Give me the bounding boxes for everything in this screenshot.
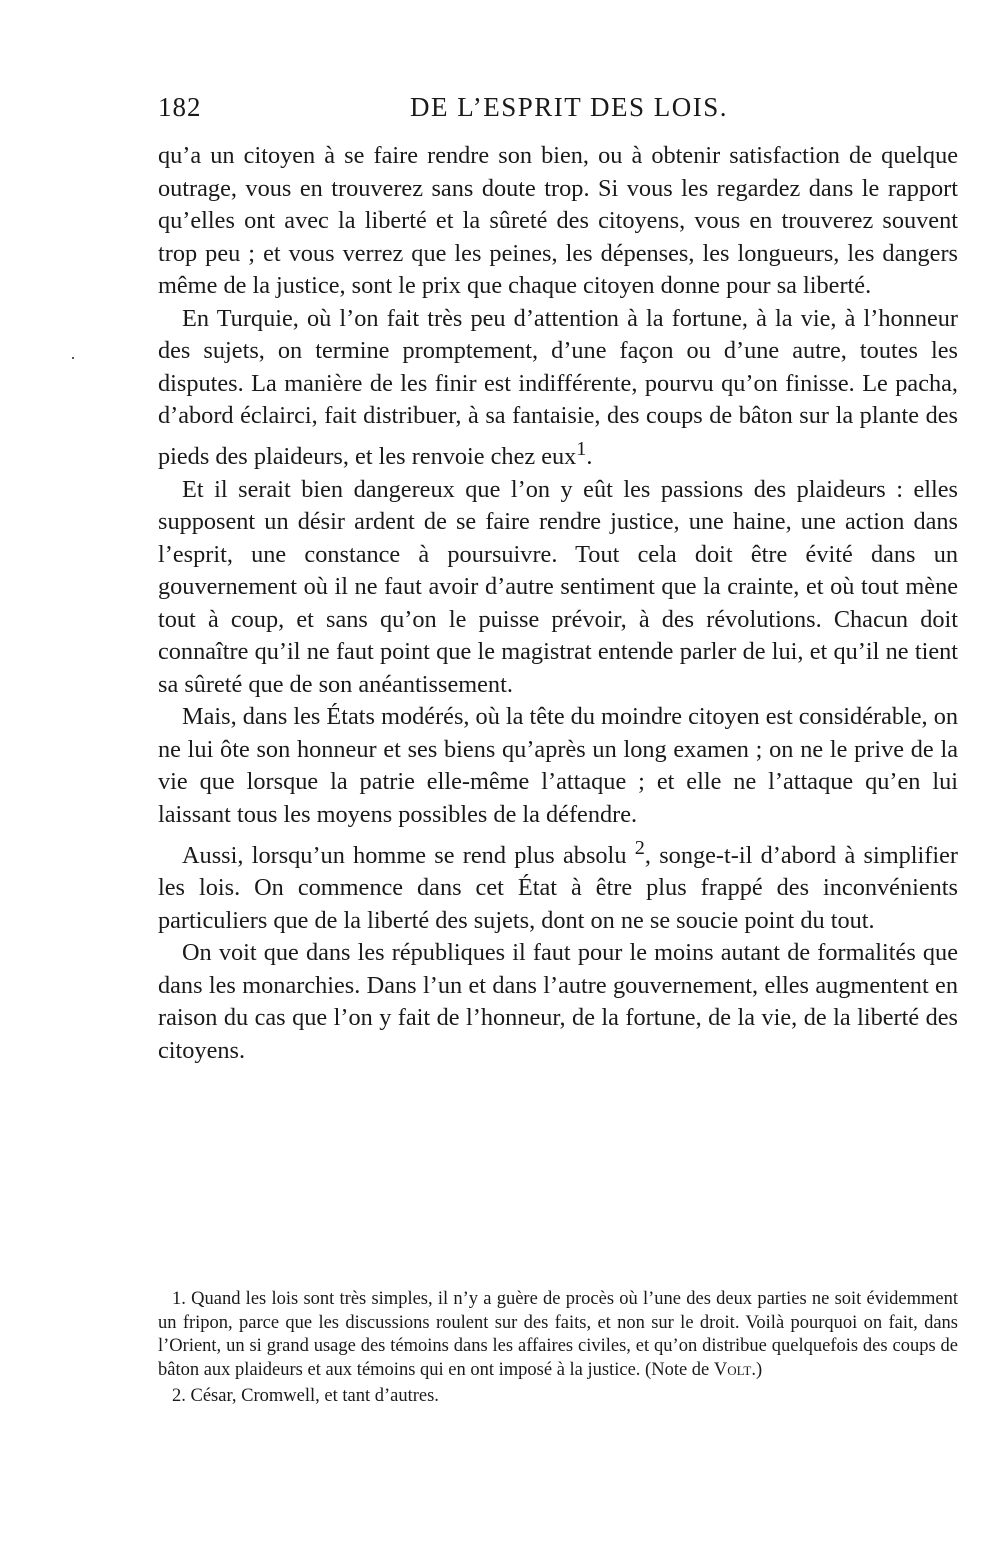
footnote-1-author: Volt.	[713, 1359, 756, 1380]
main-text	[158, 140, 958, 1068]
footnote-1	[158, 1288, 958, 1382]
paragraph-2-text: En Turquie, où l’on fait très peu d’attention à la fortune, à la vie, à l’honneur des sujets, on termine promptement, d’une façon ou d’une autre, toutes les disputes. La manière de les finir est indifférente, pourvu qu’on finisse. Le pacha, d’abord éclairci, fait distribuer, à sa fantaisie, des coups de bâton sur la plante des pieds des plaideurs, et les renvoie chez eux	[158, 304, 958, 471]
paragraph-5-rest: , songe-t-il d’abord à simplifier les lois. On commence dans cet État à être plus frappé des inconvénients particuliers que de la liberté des sujets, dont on ne se soucie point du tout.	[158, 841, 958, 934]
running-header	[158, 92, 958, 128]
running-title: DE L’ESPRIT DES LOIS.	[410, 92, 729, 122]
footnote-ref-1: 1	[576, 437, 587, 460]
footnote-2-text: César, Cromwell, et tant d’autres.	[190, 1386, 439, 1407]
paragraph-5	[158, 832, 958, 938]
footnote-ref-2: 2	[634, 836, 645, 859]
footnote-2	[158, 1385, 958, 1409]
page-number: 182	[158, 92, 202, 122]
paragraph-2	[158, 303, 958, 474]
paragraph-3: Et il serait bien dangereux que l’on y eût les passions des plaideurs : elles supposent un désir ardent de se faire rendre justice, une haine, une action dans l’esprit, une constance à poursuivre. Tout cela doit être évité dans un gouvernement où il ne faut avoir d’autre sentiment que la crainte, et où tout mène tout à coup, et sans qu’on le puisse prévoir, à des révolutions. Chacun doit connaître qu’il ne faut point que le magistrat entende parler de lui, et qu’il ne tient sa sûreté que de son anéantissement.	[158, 475, 958, 698]
paragraph-1: qu’a un citoyen à se faire rendre son bien, ou à obtenir satisfaction de quelque outrage, vous en trouverez sans doute trop. Si vous les regardez dans le rapport qu’elles ont avec la liberté et la sûreté des citoyens, vous en trouverez souvent trop peu ; et vous verrez que les peines, les dépenses, les longueurs, les dangers même de la justice, sont le prix que chaque citoyen donne pour sa liberté.	[158, 142, 958, 300]
paragraph-4: Mais, dans les États modérés, où la tête du moindre citoyen est considérable, on ne lui ôte son honneur et ses biens qu’après un long examen ; on ne le prive de la vie que lorsque la patrie elle-même l’attaque ; et elle ne l’attaque qu’en lui laissant tous les moyens possibles de la défendre.	[158, 703, 958, 829]
footnote-2-number: 2.	[172, 1386, 186, 1407]
paragraph-6: On voit que dans les républiques il faut pour le moins autant de formalités que dans les monarchies. Dans l’un et dans l’autre gouvernement, elles augmentent en raison du cas que l’on y fait de l’honneur, de la fortune, de la vie, de la liberté des citoyens.	[158, 939, 958, 1064]
footnote-1-number: 1.	[172, 1289, 186, 1309]
footnote-1-text: Quand les lois sont très simples, il n’y a guère de procès où l’une des deux parties ne soit évidemment un fripon, parce que les discussions roulent sur des faits, et non sur le droit. Voilà pourquoi on fait, dans l’Orient, un si grand usage des témoins dans les affaires civiles, et qu’on distribue quelquefois des coups de bâton aux plaideurs et aux témoins qui en ont imposé à la justice. (Note de	[158, 1289, 959, 1380]
paragraph-2-end: .	[586, 443, 593, 471]
footnote-1-close: )	[755, 1359, 763, 1380]
footnotes	[158, 1288, 958, 1409]
paragraph-5-start: Aussi, lorsqu’un homme se rend plus absolu	[182, 841, 627, 869]
margin-speck	[72, 357, 74, 359]
